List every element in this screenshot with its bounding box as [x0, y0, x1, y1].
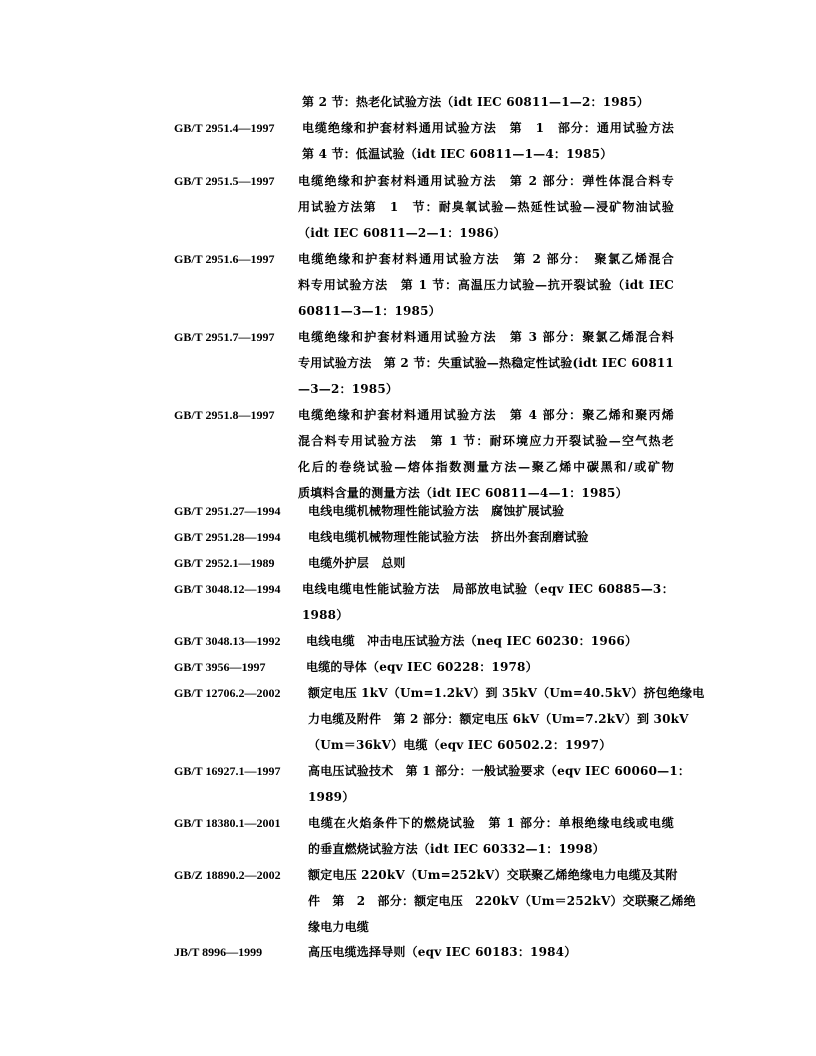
- standard-number: GB/T 3048.13—1992: [174, 634, 281, 648]
- standard-title: [302, 576, 674, 628]
- standard-number: GB/T 18380.1—2001: [174, 816, 281, 830]
- title-line: 额定电压 1kV（Um=1.2kV）到 35kV（Um=40.5kV）挤包绝缘电: [308, 686, 705, 700]
- title-line: 额定电压 220kV（Um=252kV）交联聚乙烯绝缘电力电缆及其附: [308, 868, 678, 882]
- title-line: （idt IEC 60811—2—1：1986）: [298, 226, 506, 240]
- standard-number: GB/T 12706.2—2002: [174, 686, 281, 700]
- standard-title: [308, 810, 674, 862]
- title-line: 电线电缆机械物理性能试验方法 挤出外套刮磨试验: [308, 530, 589, 544]
- title-line: 1988）: [302, 608, 349, 622]
- title-line: 电缆绝缘和护套材料通用试验方法 第 2 部分：弹性体混合料专: [298, 174, 674, 188]
- title-line: 电缆外护层 总则: [308, 556, 406, 570]
- title-line: 料专用试验方法 第 1 节：高温压力试验—抗开裂试验（idt IEC: [298, 278, 674, 292]
- standard-number: GB/T 2951.8—1997: [174, 408, 275, 422]
- standard-number: GB/T 2952.1—1989: [174, 556, 275, 570]
- standard-title: [308, 862, 696, 940]
- title-line: 电缆绝缘和护套材料通用试验方法 第 3 部分：聚氯乙烯混合料: [298, 330, 674, 344]
- standard-title: [308, 524, 674, 550]
- standard-title: [298, 168, 674, 246]
- title-line: 用试验方法第 1 节：耐臭氧试验—热延性试验—浸矿物油试验: [298, 200, 674, 214]
- title-line: 质填料含量的测量方法（idt IEC 60811—4—1：1985）: [298, 486, 628, 500]
- standard-title: [298, 246, 674, 324]
- standard-title: [302, 89, 674, 115]
- standard-number: GB/T 2951.4—1997: [174, 121, 275, 135]
- title-line: 电缆绝缘和护套材料通用试验方法 第 1 部分：通用试验方法: [302, 121, 674, 135]
- title-line: 电缆绝缘和护套材料通用试验方法 第 2 部分： 聚氯乙烯混合: [298, 252, 674, 266]
- title-line: 缘电力电缆: [308, 920, 370, 934]
- standard-number: JB/T 8996—1999: [174, 945, 263, 959]
- standard-title: [308, 939, 674, 965]
- standard-title: [306, 654, 674, 680]
- title-line: 力电缆及附件 第 2 部分：额定电压 6kV（Um=7.2kV）到 30kV: [308, 712, 689, 726]
- title-line: —3—2：1985）: [298, 382, 399, 396]
- title-line: 电缆绝缘和护套材料通用试验方法 第 4 部分：聚乙烯和聚丙烯: [298, 408, 674, 422]
- standard-title: [308, 550, 674, 576]
- title-line: 电缆在火焰条件下的燃烧试验 第 1 部分：单根绝缘电线或电缆: [308, 816, 674, 830]
- standard-title: [302, 115, 674, 167]
- standard-number: GB/T 2951.7—1997: [174, 330, 275, 344]
- title-line: 高电压试验技术 第 1 部分：一般试验要求（eqv IEC 60060—1：: [308, 764, 691, 778]
- title-line: 第 4 节：低温试验（idt IEC 60811—1—4：1985）: [302, 147, 613, 161]
- title-line: 电线电缆机械物理性能试验方法 腐蚀扩展试验: [308, 504, 565, 518]
- standard-number: GB/T 2951.5—1997: [174, 174, 275, 188]
- standard-number: GB/T 2951.28—1994: [174, 530, 281, 544]
- title-line: 1989）: [308, 790, 355, 804]
- title-line: 化后的卷绕试验—熔体指数测量方法—聚乙烯中碳黑和/或矿物: [298, 460, 674, 474]
- title-line: 高压电缆选择导则（eqv IEC 60183：1984）: [308, 945, 577, 959]
- standard-number: GB/T 3048.12—1994: [174, 582, 281, 596]
- standard-title: [308, 498, 674, 524]
- title-line: 第 2 节：热老化试验方法（idt IEC 60811—1—2：1985）: [302, 95, 650, 109]
- standard-title: [308, 758, 691, 810]
- title-line: 件 第 2 部分：额定电压 220kV（Um＝252kV）交联聚乙烯绝: [308, 894, 696, 908]
- standard-title: [306, 628, 674, 654]
- standard-number: GB/T 2951.6—1997: [174, 252, 275, 266]
- title-line: 专用试验方法 第 2 节：失重试验—热稳定性试验(idt IEC 60811: [298, 356, 674, 370]
- standard-number: GB/Z 18890.2—2002: [174, 868, 281, 882]
- standard-number: GB/T 2951.27—1994: [174, 504, 281, 518]
- standard-title: [298, 324, 674, 402]
- title-line: 电线电缆 冲击电压试验方法（neq IEC 60230：1966）: [306, 634, 638, 648]
- title-line: 混合料专用试验方法 第 1 节：耐环境应力开裂试验—空气热老: [298, 434, 674, 448]
- title-line: （Um＝36kV）电缆（eqv IEC 60502.2：1997）: [308, 738, 612, 752]
- standard-number: GB/T 16927.1—1997: [174, 764, 281, 778]
- standard-number: GB/T 3956—1997: [174, 660, 266, 674]
- standard-title: [308, 680, 705, 758]
- title-line: 电缆的导体（eqv IEC 60228：1978）: [306, 660, 538, 674]
- standard-title: [298, 402, 674, 506]
- title-line: 的垂直燃烧试验方法（idt IEC 60332—1：1998）: [308, 842, 605, 856]
- title-line: 60811—3—1：1985）: [298, 304, 441, 318]
- title-line: 电线电缆电性能试验方法 局部放电试验（eqv IEC 60885—3：: [302, 582, 674, 596]
